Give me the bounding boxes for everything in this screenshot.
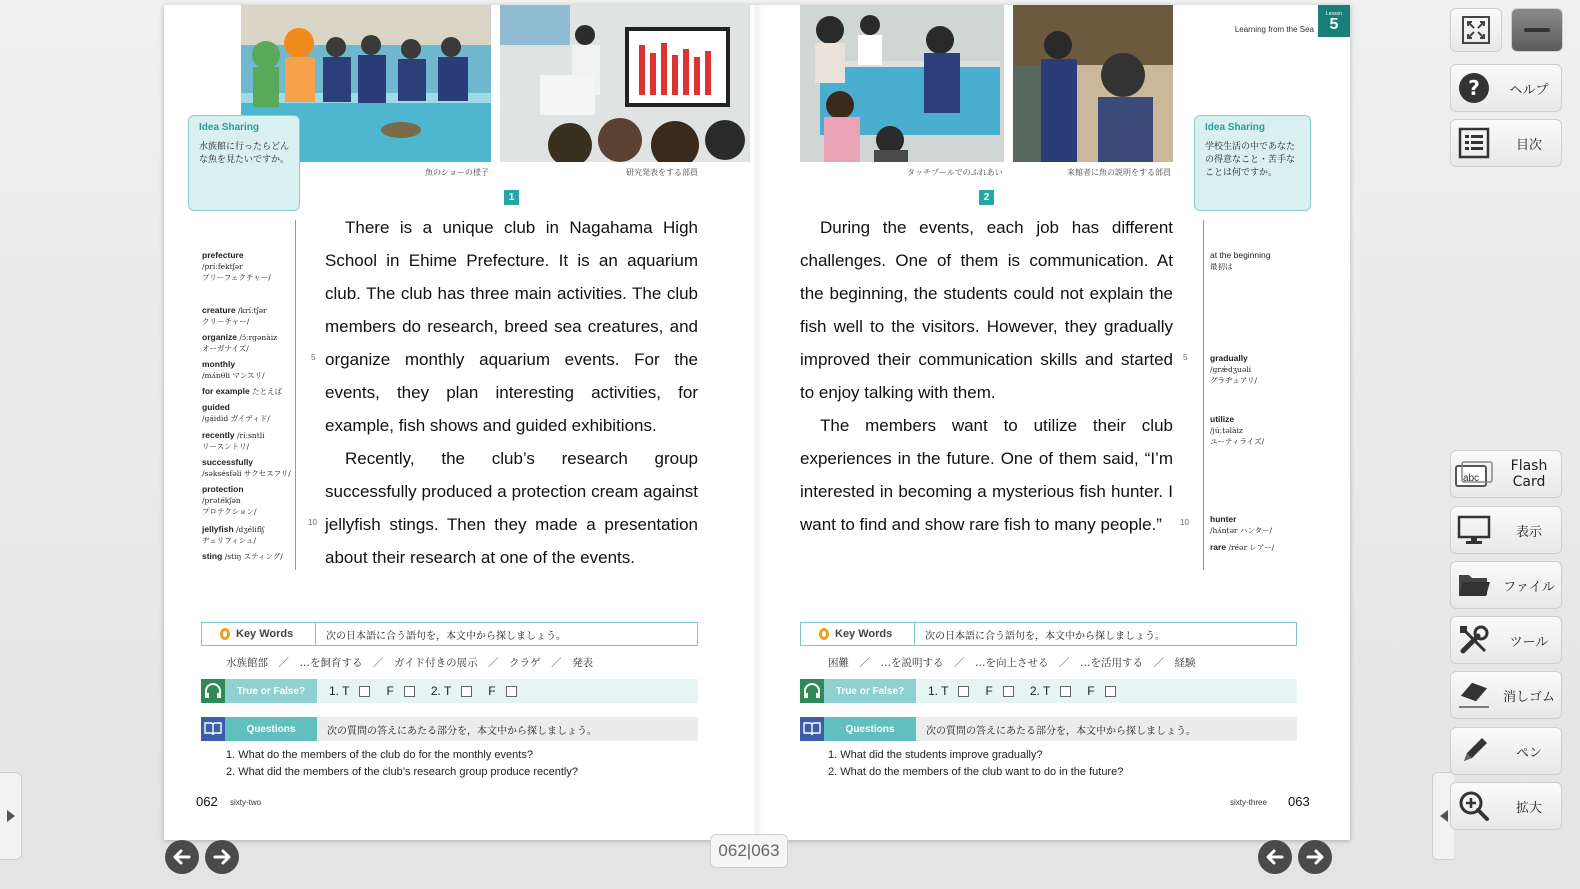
arrow-left-icon xyxy=(171,846,193,868)
vocab-item[interactable]: rare /réər レアー/ xyxy=(1210,542,1275,552)
idea-sharing-text: 水族館に行ったらどんな魚を見たいですか。 xyxy=(199,142,290,165)
true-false-row xyxy=(800,679,1297,703)
true-false-row xyxy=(201,679,698,703)
minimize-toolbar-button[interactable] xyxy=(1511,8,1563,52)
zoom-button[interactable] xyxy=(1450,782,1562,830)
line-number: 10 xyxy=(308,518,317,527)
vocab-divider xyxy=(1203,220,1204,570)
vocab-item[interactable]: organize /ɔ́ːrɡənàiz オーガナイズ/ xyxy=(202,332,278,353)
monitor-icon xyxy=(1457,515,1491,545)
zoom-in-icon xyxy=(1458,790,1490,822)
section-marker: 2 xyxy=(979,190,994,205)
page-number-word: sixty-three xyxy=(1230,798,1267,807)
photo-presentation-image xyxy=(500,5,750,162)
line-number: 10 xyxy=(1180,518,1189,527)
photo-touch-pool[interactable] xyxy=(800,5,1004,162)
arrow-right-icon xyxy=(1304,846,1326,868)
svg-text:?: ? xyxy=(1468,76,1480,100)
section-marker: 1 xyxy=(504,190,519,205)
true-false-label: True or False? xyxy=(225,679,317,703)
lesson-title: Learning from the Sea xyxy=(1234,25,1314,34)
key-words-box[interactable] xyxy=(800,622,1297,646)
vocab-item[interactable]: jellyfish /dʒélifìʃ ヂェリフィシュ/ xyxy=(202,524,265,545)
vocab-item[interactable]: guided /ɡáidid ガイディド/ xyxy=(202,402,270,423)
arrow-left-icon xyxy=(1264,846,1286,868)
true-checkbox[interactable] xyxy=(1060,686,1071,697)
vocab-item[interactable]: prefecture /príːfektʃər プリーフェクチャー/ xyxy=(202,250,271,282)
key-words-instruction: 次の日本語に合う語句を，本文中から探しましょう。 xyxy=(925,630,1165,642)
key-words-list: 水族館部 ／ …を飼育する ／ ガイド付きの展示 ／ クラゲ ／ 発表 xyxy=(226,657,594,669)
eraser-button[interactable] xyxy=(1450,671,1562,719)
pen-label: ペン xyxy=(1515,745,1542,761)
book-icon[interactable] xyxy=(800,717,824,741)
body-text[interactable] xyxy=(325,211,698,574)
flashcard-icon xyxy=(1455,460,1493,488)
key-words-box[interactable] xyxy=(201,622,698,646)
true-false-label: True or False? xyxy=(824,679,916,703)
help-button[interactable] xyxy=(1450,64,1562,112)
prev-page-button[interactable] xyxy=(1258,840,1292,874)
page-number-word: sixty-two xyxy=(230,798,262,807)
vocab-item[interactable]: creature /kríːtʃər クリーチャー/ xyxy=(202,305,267,326)
lesson-label: Lesson xyxy=(1325,10,1343,17)
pen-button[interactable] xyxy=(1450,727,1562,775)
paragraph: During the events, each job has different challenges. One of them is communication. At the beginning, the students could not explain the fish well to the visitors. However, they gradually improved their communication skills and started to enjoy talking with them. xyxy=(800,218,1173,402)
display-button[interactable] xyxy=(1450,506,1562,554)
page-063 xyxy=(757,5,1350,840)
expand-right-icon xyxy=(7,810,15,822)
true-checkbox[interactable] xyxy=(359,686,370,697)
flashcard-button[interactable] xyxy=(1450,450,1562,498)
paragraph: The members want to utilize their club experiences in the future. One of them said, “I’m interested in becoming a mysterious fish hunter. I want to find and show rare fish to many people.” xyxy=(800,416,1173,534)
book-icon[interactable] xyxy=(201,717,225,741)
flashcard-label: Flash Card xyxy=(1510,458,1548,490)
vocab-item[interactable]: for example たとえば xyxy=(202,386,283,396)
page-062 xyxy=(164,5,757,840)
questions-label: Questions xyxy=(824,717,916,741)
idea-sharing-title: Idea Sharing xyxy=(1205,122,1266,133)
vocab-item[interactable]: recently /ríːsntli リースントリ/ xyxy=(202,430,265,451)
questions-list xyxy=(226,747,578,781)
true-false-items: 1. T F 2. T F xyxy=(317,684,527,698)
false-checkbox[interactable] xyxy=(1003,686,1014,697)
photo-presentation[interactable] xyxy=(500,5,750,162)
next-page-button[interactable] xyxy=(205,840,239,874)
display-label: 表示 xyxy=(1515,524,1542,540)
true-checkbox[interactable] xyxy=(461,686,472,697)
eraser-label: 消しゴム xyxy=(1502,689,1555,705)
vocab-item[interactable]: monthly /mʌ́nθli マンスリ/ xyxy=(202,359,265,380)
page-number: 062 xyxy=(196,794,218,809)
prev-page-button[interactable] xyxy=(165,840,199,874)
toc-button[interactable] xyxy=(1450,119,1562,167)
questions-instruction: 次の質問の答えにあたる部分を，本文中から探しましょう。 xyxy=(327,725,597,737)
body-text[interactable] xyxy=(800,211,1173,541)
idea-sharing-bubble[interactable] xyxy=(188,115,300,211)
key-words-label: Key Words xyxy=(801,623,915,645)
tools-icon xyxy=(1458,624,1490,656)
questions-row xyxy=(201,717,698,741)
caption-touch-pool: タッチプールでのふれあい xyxy=(907,168,1003,177)
question-item: 2. What do the members of the club want to do in the future? xyxy=(828,766,1124,778)
tool-button[interactable] xyxy=(1450,616,1562,664)
lesson-badge xyxy=(1318,5,1350,37)
vocab-item[interactable]: gradually /ɡrǽdʒuəli グラヂュアリ/ xyxy=(1210,353,1258,385)
toc-label: 目次 xyxy=(1515,137,1542,153)
questions-instruction: 次の質問の答えにあたる部分を，本文中から探しましょう。 xyxy=(926,725,1196,737)
textbook-spread xyxy=(164,5,1350,840)
vocab-item[interactable]: sting /stiŋ スティング/ xyxy=(202,551,283,561)
true-false-items: 1. T F 2. T F xyxy=(916,684,1126,698)
photo-touch-pool-image xyxy=(800,5,1004,162)
false-checkbox[interactable] xyxy=(506,686,517,697)
pen-icon xyxy=(1458,735,1490,767)
line-number: 5 xyxy=(1183,353,1188,362)
left-panel-toggle[interactable] xyxy=(0,772,22,860)
zoom-label: 拡大 xyxy=(1515,800,1542,816)
questions-row xyxy=(800,717,1297,741)
line-number: 5 xyxy=(311,353,316,362)
headphones-icon[interactable] xyxy=(800,679,824,703)
page-number: 063 xyxy=(1288,794,1310,809)
question-item: 1. What do the members of the club do for the monthly events? xyxy=(226,749,533,761)
fullscreen-button[interactable] xyxy=(1450,8,1502,52)
book-gutter xyxy=(752,5,762,840)
vocab-item[interactable]: at the beginning 最初は xyxy=(1210,250,1271,271)
question-item: 2. What did the members of the club’s research group produce recently? xyxy=(226,766,578,778)
key-icon xyxy=(220,628,230,640)
photo-explaining-fish[interactable] xyxy=(1013,5,1173,162)
expand-left-icon xyxy=(1440,810,1448,822)
key-words-label: Key Words xyxy=(202,623,316,645)
caption-explaining-fish: 来館者に魚の説明をする部員 xyxy=(1067,168,1171,177)
photo-explaining-fish-image xyxy=(1013,5,1173,162)
false-checkbox[interactable] xyxy=(404,686,415,697)
idea-sharing-bubble[interactable] xyxy=(1194,115,1311,211)
headphones-icon[interactable] xyxy=(201,679,225,703)
vocab-item[interactable]: protection /prətékʃən プロテクション/ xyxy=(202,484,257,516)
lesson-number: 5 xyxy=(1329,15,1339,33)
list-icon xyxy=(1458,127,1490,159)
key-words-list: 困難 ／ …を説明する ／ …を向上させる ／ …を活用する ／ 経験 xyxy=(828,657,1196,669)
idea-sharing-text: 学校生活の中であなたの得意なこと・苦手なことは何ですか。 xyxy=(1205,142,1296,178)
key-words-instruction: 次の日本語に合う語句を，本文中から探しましょう。 xyxy=(326,630,566,642)
caption-presentation: 研究発表をする部員 xyxy=(626,168,698,177)
paragraph: There is a unique club in Nagahama High School in Ehime Prefecture. It is an aquarium club. The club has three main activities. The club members do research, breed sea creatures, and organize monthly aquarium events. For the events, they plan interesting activities, for example, fish shows and guided exhibitions. xyxy=(325,218,698,435)
eraser-icon xyxy=(1457,680,1491,710)
tool-label: ツール xyxy=(1509,634,1549,650)
arrow-right-icon xyxy=(211,846,233,868)
help-label: ヘルプ xyxy=(1509,82,1549,98)
minus-icon xyxy=(1524,28,1550,32)
key-icon xyxy=(819,628,829,640)
idea-sharing-title: Idea Sharing xyxy=(199,122,260,133)
fullscreen-icon xyxy=(1461,15,1491,45)
next-page-button[interactable] xyxy=(1298,840,1332,874)
question-item: 1. What did the students improve gradually? xyxy=(828,749,1043,761)
page-indicator[interactable]: 062|063 xyxy=(710,834,788,868)
file-button[interactable] xyxy=(1450,561,1562,609)
paragraph: Recently, the club’s research group successfully produced a protection cream against jellyfish stings. Then they made a presentation about their research at one of the events. xyxy=(325,449,698,567)
false-checkbox[interactable] xyxy=(1105,686,1116,697)
vocab-item[interactable]: successfully /səksésfəli サクセスフリ/ xyxy=(202,457,291,478)
questions-label: Questions xyxy=(225,717,317,741)
questions-list xyxy=(828,747,1123,781)
vocab-item[interactable]: hunter /hʌ́ntər ハンター/ xyxy=(1210,514,1273,535)
caption-fish-show: 魚のショーの様子 xyxy=(425,168,489,177)
vocab-item[interactable]: utilize /júːtəlàiz ユーティライズ/ xyxy=(1210,414,1265,446)
folder-icon xyxy=(1457,571,1491,599)
true-checkbox[interactable] xyxy=(958,686,969,697)
file-label: ファイル xyxy=(1503,579,1555,595)
flashcard-icon-text: abc xyxy=(1462,473,1480,484)
help-icon xyxy=(1458,72,1490,104)
